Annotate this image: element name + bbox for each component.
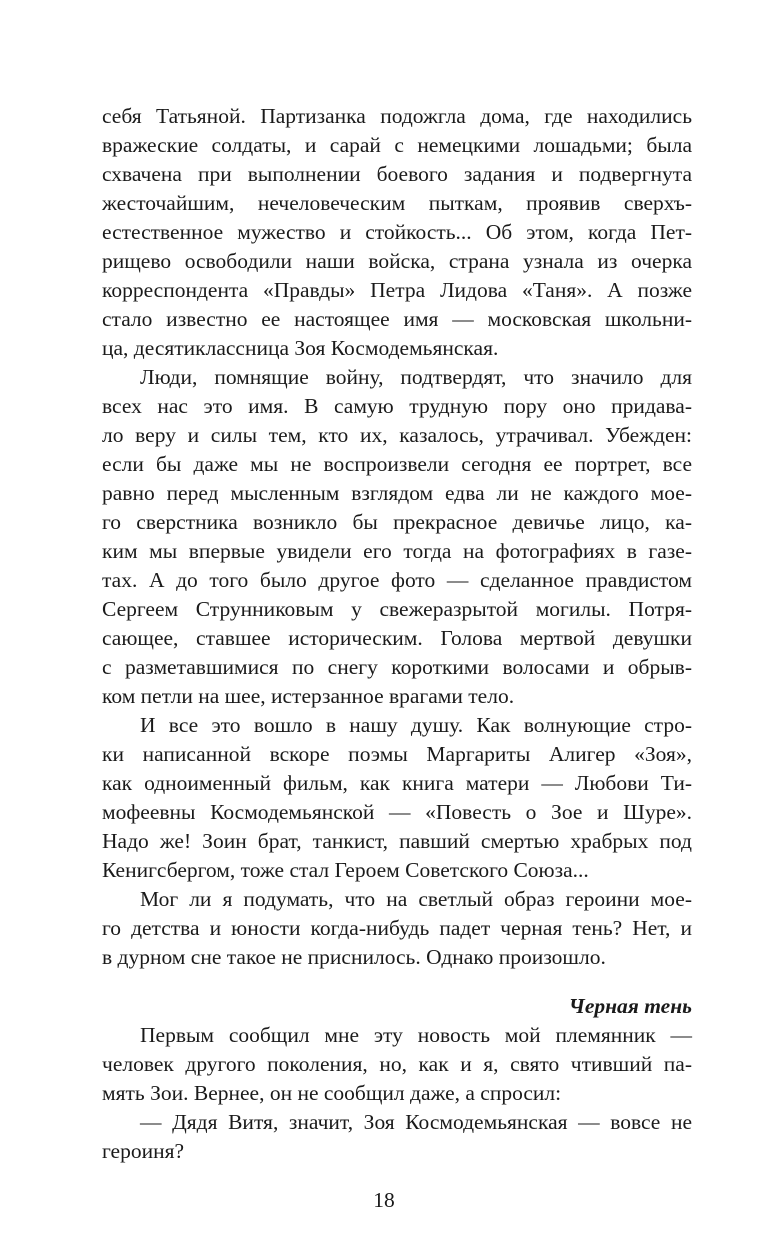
text-line: Надо же! Зоин брат, танкист, павший смертью храбрых под: [102, 829, 692, 853]
text-line: го детства и юности когда-нибудь падет черная тень? Нет, и: [102, 916, 692, 940]
text-line: корреспондента «Правды» Петра Лидова «Таня». А позже: [102, 278, 692, 302]
text-line: жесточайшим, нечеловеческим пыткам, проявив сверхъ-: [102, 191, 692, 215]
text-line: если бы даже мы не воспроизвели сегодня ее портрет, все: [102, 452, 692, 476]
text-line: вражеские солдаты, и сарай с немецкими лошадьми; была: [102, 133, 692, 157]
text-line: стало известно ее настоящее имя — московская школьни-: [102, 307, 692, 331]
text-line: мять Зои. Вернее, он не сообщил даже, а спросил:: [102, 1081, 562, 1105]
text-line: Первым сообщил мне эту новость мой племянник —: [140, 1023, 692, 1047]
text-line: Мог ли я подумать, что на светлый образ героини мое-: [140, 887, 692, 911]
text-line: в дурном сне такое не приснилось. Однако произошло.: [102, 945, 606, 969]
text-line: с разметавшимися по снегу короткими волосами и обрыв-: [102, 655, 692, 679]
text-line: рищево освободили наши войска, страна узнала из очерка: [102, 249, 692, 273]
text-line: героиня?: [102, 1139, 185, 1163]
page-number: 18: [373, 1188, 395, 1212]
section-heading: Черная тень: [568, 994, 692, 1018]
text-line: ца, десятиклассница Зоя Космодемьянская.: [102, 336, 499, 360]
text-line: Люди, помнящие войну, подтвердят, что значило для: [140, 365, 692, 389]
text-line: го сверстника возникло бы прекрасное девичье лицо, ка-: [102, 510, 692, 534]
text-line: себя Татьяной. Партизанка подожгла дома, где находились: [102, 104, 692, 128]
text-line: тах. А до того было другое фото — сделанное правдистом: [102, 568, 692, 592]
text-line: ком петли на шее, истерзанное врагами тело.: [102, 684, 515, 708]
text-line: — Дядя Витя, значит, Зоя Космодемьянская — вовсе не: [140, 1110, 692, 1134]
text-line: ки написанной вскоре поэмы Маргариты Алигер «Зоя»,: [102, 742, 692, 766]
text-line: схвачена при выполнении боевого задания и подвергнута: [102, 162, 692, 186]
text-line: мофеевны Космодемьянской — «Повесть о Зое и Шуре».: [102, 800, 692, 824]
text-line: равно перед мысленным взглядом едва ли не каждого мое-: [102, 481, 692, 505]
text-line: Кенигсбергом, тоже стал Героем Советского Союза...: [102, 858, 589, 882]
text-line: ло веру и силы тем, кто их, казалось, утрачивал. Убежден:: [102, 423, 692, 447]
text-line: сающее, ставшее историческим. Голова мертвой девушки: [102, 626, 692, 650]
text-line: как одноименный фильм, как книга матери — Любови Ти-: [102, 771, 692, 795]
text-line: всех нас это имя. В самую трудную пору оно придава-: [102, 394, 692, 418]
text-line: человек другого поколения, но, как и я, свято чтивший па-: [102, 1052, 692, 1076]
text-line: естественное мужество и стойкость... Об этом, когда Пет-: [102, 220, 692, 244]
text-line: И все это вошло в нашу душу. Как волнующие стро-: [140, 713, 692, 737]
text-line: ким мы впервые увидели его тогда на фотографиях в газе-: [102, 539, 692, 563]
text-line: Сергеем Струнниковым у свежеразрытой могилы. Потря-: [102, 597, 692, 621]
